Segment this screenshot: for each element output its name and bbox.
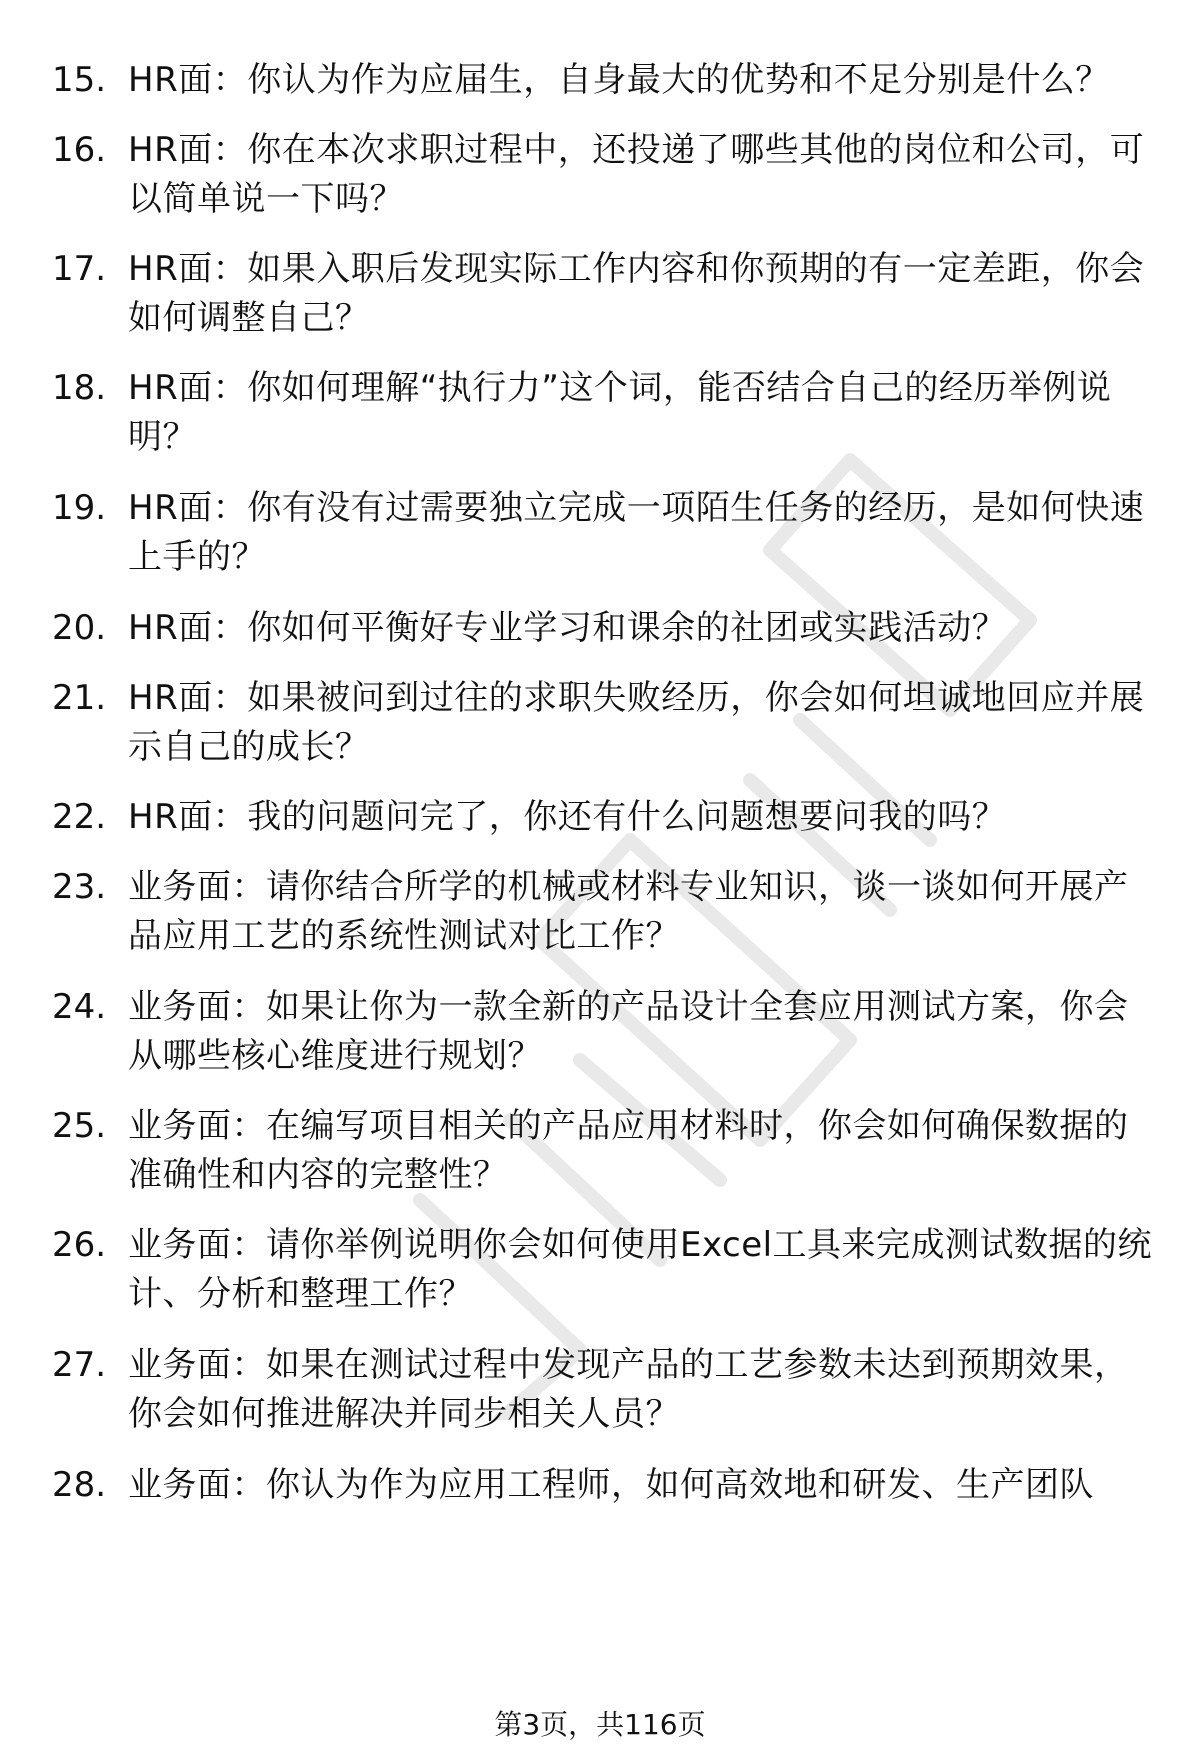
question-text: 业务面：在编写项目相关的产品应用材料时，你会如何确保数据的准确性和内容的完整性？	[128, 1106, 1129, 1195]
question-text: HR面：你如何理解“执行力”这个词，能否结合自己的经历举例说明？	[128, 368, 1112, 457]
question-text: HR面：你有没有过需要独立完成一项陌生任务的经历，是如何快速上手的？	[128, 488, 1145, 577]
question-text: HR面：你如何平衡好专业学习和课余的社团或实践活动？	[128, 608, 1007, 648]
question-number: 24.	[52, 987, 107, 1027]
question-number: 23.	[52, 867, 107, 907]
question-text: HR面：如果被问到过往的求职失败经历，你会如何坦诚地回应并展示自己的成长？	[128, 678, 1145, 767]
question-number: 15.	[52, 60, 107, 100]
question-text: 业务面：如果在测试过程中发现产品的工艺参数未达到预期效果，你会如何推进解决并同步相关人员？	[128, 1345, 1129, 1434]
question-number: 27.	[52, 1345, 107, 1385]
question-number: 20.	[52, 608, 107, 648]
question-number: 16.	[52, 130, 107, 170]
question-number: 26.	[52, 1225, 107, 1265]
question-text: 业务面：请你举例说明你会如何使用Excel工具来完成测试数据的统计、分析和整理工作？	[128, 1225, 1153, 1314]
question-text: HR面：我的问题问完了，你还有什么问题想要问我的吗？	[128, 797, 1007, 837]
question-number: 25.	[52, 1106, 107, 1146]
question-number: 18.	[52, 368, 107, 408]
question-text: HR面：如果入职后发现实际工作内容和你预期的有一定差距，你会如何调整自己？	[128, 249, 1145, 338]
question-text: 业务面：请你结合所学的机械或材料专业知识，谈一谈如何开展产品应用工艺的系统性测试对比工作？	[128, 867, 1129, 956]
question-number: 22.	[52, 797, 107, 837]
question-text: 业务面：你认为作为应用工程师，如何高效地和研发、生产团队	[128, 1465, 1094, 1505]
question-text: HR面：你在本次求职过程中，还投递了哪些其他的岗位和公司，可以简单说一下吗？	[128, 130, 1145, 219]
question-number: 19.	[52, 488, 107, 528]
page-footer: 第3页，共116页	[494, 1708, 706, 1741]
question-number: 28.	[52, 1465, 107, 1505]
question-number: 21.	[52, 678, 107, 718]
question-number: 17.	[52, 249, 107, 289]
question-text: HR面：你认为作为应届生，自身最大的优势和不足分别是什么？	[128, 60, 1110, 100]
question-text: 业务面：如果让你为一款全新的产品设计全套应用测试方案，你会从哪些核心维度进行规划？	[128, 987, 1129, 1076]
